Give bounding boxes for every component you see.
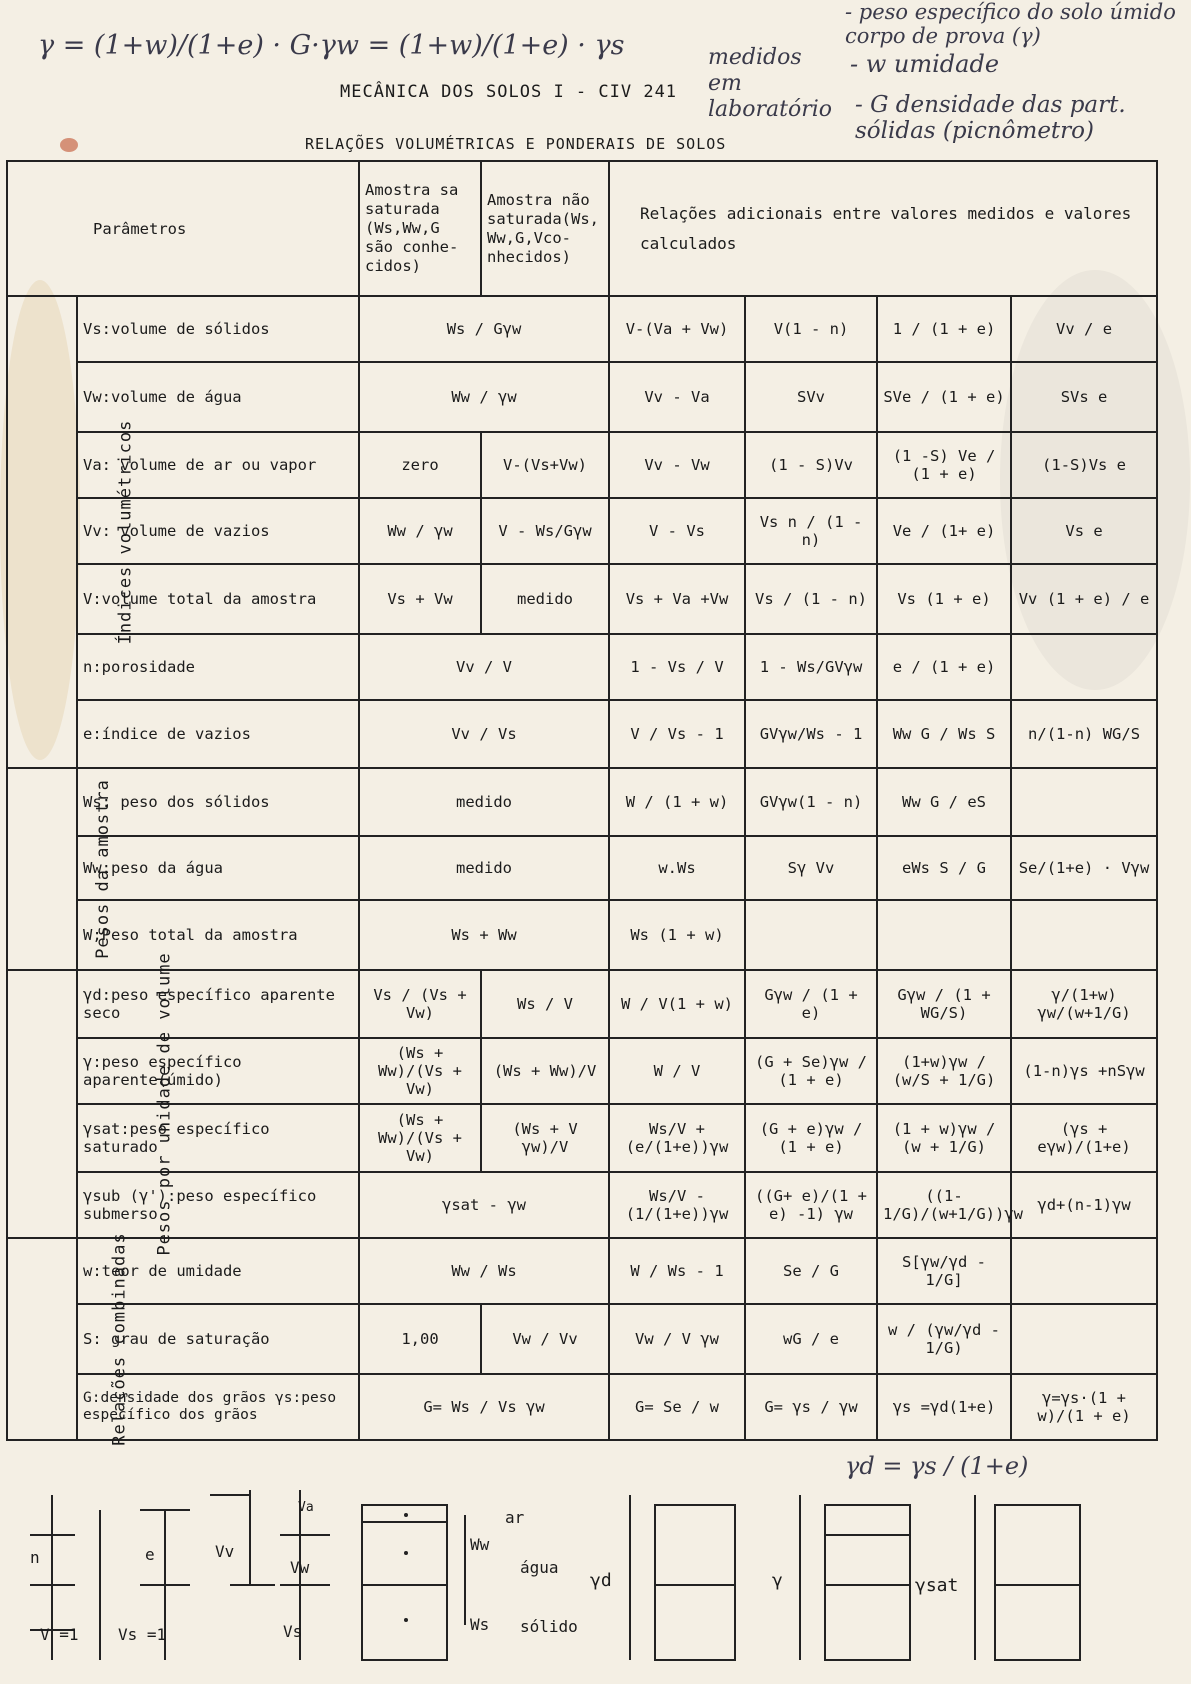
table-row (7, 1304, 1157, 1374)
diagram-label: e (145, 1545, 155, 1564)
handwritten-note: - w umidade (850, 50, 1000, 78)
relation-cell: (G + Se)γw / (1 + e) (745, 1038, 877, 1104)
param-cell: Vv: volume de vazios (77, 498, 359, 564)
relation-cell: Ww G / eS (877, 768, 1011, 836)
diagram-label: n (30, 1548, 40, 1567)
relation-cell: G= Se / w (609, 1374, 745, 1440)
diagram-label: Vs =1 (118, 1625, 167, 1644)
stain-mark (60, 138, 78, 152)
param-cell: G:densidade dos grãos γs:peso específico dos grãos (77, 1374, 359, 1440)
relation-cell: (1+w)γw / (w/S + 1/G) (877, 1038, 1011, 1104)
unsat-cell: V - Ws/Gγw (481, 498, 609, 564)
group-indices-volumetricos: Índices volumétricos (7, 296, 77, 768)
sat-cell: Ws + Ww (359, 900, 609, 970)
relation-cell: Ve / (1+ e) (877, 498, 1011, 564)
table-row (7, 836, 1157, 900)
table-header-row (7, 161, 1157, 296)
relation-cell: e / (1 + e) (877, 634, 1011, 700)
sat-cell: Ww / γw (359, 498, 481, 564)
relation-cell: SVv (745, 362, 877, 432)
relation-cell: γ=γs·(1 + w)/(1 + e) (1011, 1374, 1157, 1440)
phase-diagram-drawing (0, 1450, 1191, 1684)
group-pesos-por-unidade: Pesos por unidade de volume (7, 970, 77, 1238)
relation-cell: γs =γd(1+e) (877, 1374, 1011, 1440)
relation-cell: SVe / (1 + e) (877, 362, 1011, 432)
sat-cell: Vs / (Vs + Vw) (359, 970, 481, 1038)
sat-cell: Ww / Ws (359, 1238, 609, 1304)
sat-cell: (Ws + Ww)/(Vs + Vw) (359, 1038, 481, 1104)
diagram-label: sólido (520, 1617, 578, 1636)
group-pesos-da-amostra: Pesos da amostra (7, 768, 77, 970)
param-cell: γsub (γ'):peso específico submerso (77, 1172, 359, 1238)
sat-cell: Vs + Vw (359, 564, 481, 634)
relation-cell: 1 - Vs / V (609, 634, 745, 700)
table-row (7, 768, 1157, 836)
relation-cell: wG / e (745, 1304, 877, 1374)
relation-cell: Vs / (1 - n) (745, 564, 877, 634)
relation-cell: γ/(1+w) γw/(w+1/G) (1011, 970, 1157, 1038)
table-row (7, 900, 1157, 970)
table-row (7, 700, 1157, 768)
table-row (7, 432, 1157, 498)
param-cell: Va: volume de ar ou vapor (77, 432, 359, 498)
table-row (7, 1172, 1157, 1238)
relation-cell: Se / G (745, 1238, 877, 1304)
sat-cell: zero (359, 432, 481, 498)
table-row (7, 1374, 1157, 1440)
relation-cell: V / Vs - 1 (609, 700, 745, 768)
diagram-label: ar (505, 1508, 525, 1527)
param-cell: γsat:peso específico saturado (77, 1104, 359, 1172)
relation-cell (1011, 634, 1157, 700)
param-cell: Vw:volume de água (77, 362, 359, 432)
relation-cell: (1 + w)γw / (w + 1/G) (877, 1104, 1011, 1172)
param-cell: Ws: peso dos sólidos (77, 768, 359, 836)
relation-cell: (γs + eγw)/(1+e) (1011, 1104, 1157, 1172)
relation-cell: (G + e)γw / (1 + e) (745, 1104, 877, 1172)
relation-cell: V-(Va + Vw) (609, 296, 745, 362)
relation-cell: Ws/V - (1/(1+e))γw (609, 1172, 745, 1238)
table-row (7, 498, 1157, 564)
relation-cell: Vv - Vw (609, 432, 745, 498)
relation-cell: W / Ws - 1 (609, 1238, 745, 1304)
sat-cell: Ws / Gγw (359, 296, 609, 362)
unsat-cell: medido (481, 564, 609, 634)
param-cell: w:teor de umidade (77, 1238, 359, 1304)
relation-cell: (1 -S) Ve / (1 + e) (877, 432, 1011, 498)
header-relacoes-adicionais: Relações adicionais entre valores medidos e valores calculados (609, 161, 1157, 296)
relation-cell: S[γw/γd - 1/G] (877, 1238, 1011, 1304)
diagram-label: V =1 (40, 1625, 79, 1644)
relation-cell: V - Vs (609, 498, 745, 564)
sat-cell: medido (359, 836, 609, 900)
table-row (7, 634, 1157, 700)
header-parametros: Parâmetros (7, 161, 359, 296)
relation-cell: G= γs / γw (745, 1374, 877, 1440)
diagram-label: água (520, 1558, 559, 1577)
table-row (7, 296, 1157, 362)
unsat-cell: V-(Vs+Vw) (481, 432, 609, 498)
handwritten-note: medidos em laboratório (708, 45, 832, 122)
diagram-label: Vw (290, 1558, 310, 1577)
relation-cell: Se/(1+e) · Vγw (1011, 836, 1157, 900)
relation-cell: Ww G / Ws S (877, 700, 1011, 768)
relation-cell: V(1 - n) (745, 296, 877, 362)
relation-cell (877, 900, 1011, 970)
relation-cell: Vs n / (1 - n) (745, 498, 877, 564)
param-cell: Vs:volume de sólidos (77, 296, 359, 362)
relations-table (6, 160, 1158, 1446)
sat-cell: Ww / γw (359, 362, 609, 432)
relation-cell: GVγw/Ws - 1 (745, 700, 877, 768)
sat-cell: Vv / V (359, 634, 609, 700)
relation-cell (1011, 900, 1157, 970)
relation-cell: Sγ Vv (745, 836, 877, 900)
relation-cell (1011, 1238, 1157, 1304)
document-subtitle: RELAÇÕES VOLUMÉTRICAS E PONDERAIS DE SOLOS (305, 135, 727, 153)
relation-cell: Vw / V γw (609, 1304, 745, 1374)
header-amostra-saturada: Amostra sa saturada (Ws,Ww,G são conhe- cidos) (359, 161, 481, 296)
table-row (7, 1238, 1157, 1304)
relation-cell: (1 - S)Vv (745, 432, 877, 498)
diagram-label: Ww (470, 1535, 490, 1554)
relation-cell: w / (γw/γd - 1/G) (877, 1304, 1011, 1374)
handwritten-note: - peso específico do solo úmido corpo de prova (γ) (845, 0, 1176, 48)
relation-cell: Vs e (1011, 498, 1157, 564)
table-row (7, 362, 1157, 432)
relation-cell: (1-n)γs +nSγw (1011, 1038, 1157, 1104)
relation-cell: Gγw / (1 + WG/S) (877, 970, 1011, 1038)
group-relacoes-combinadas: Relações combinadas (7, 1238, 77, 1440)
table-row (7, 1104, 1157, 1172)
relation-cell: GVγw(1 - n) (745, 768, 877, 836)
handwritten-note: - G densidade das part. sólidas (picnômetro) (855, 92, 1126, 144)
relation-cell: n/(1-n) WG/S (1011, 700, 1157, 768)
relation-cell: γd+(n-1)γw (1011, 1172, 1157, 1238)
sat-cell: 1,00 (359, 1304, 481, 1374)
relation-cell: eWs S / G (877, 836, 1011, 900)
param-cell: n:porosidade (77, 634, 359, 700)
relation-cell: Vs (1 + e) (877, 564, 1011, 634)
unsat-cell: Vw / Vv (481, 1304, 609, 1374)
relation-cell: w.Ws (609, 836, 745, 900)
param-cell: V:volume total da amostra (77, 564, 359, 634)
param-cell: S: grau de saturação (77, 1304, 359, 1374)
relation-cell: (1-S)Vs e (1011, 432, 1157, 498)
document-title: MECÂNICA DOS SOLOS I - CIV 241 (340, 82, 678, 102)
handwritten-formula: γd = γs / (1+e) (845, 1452, 1029, 1480)
relation-cell: Ws (1 + w) (609, 900, 745, 970)
relation-cell: Ws/V + (e/(1+e))γw (609, 1104, 745, 1172)
param-cell: e:índice de vazios (77, 700, 359, 768)
table-row (7, 1038, 1157, 1104)
header-amostra-nao-saturada: Amostra não saturada(Ws, Ww,G,Vco- nhecidos) (481, 161, 609, 296)
relation-cell: ((G+ e)/(1 + e) -1) γw (745, 1172, 877, 1238)
relation-cell: Vv (1 + e) / e (1011, 564, 1157, 634)
relation-cell: W / V(1 + w) (609, 970, 745, 1038)
sat-cell: γsat - γw (359, 1172, 609, 1238)
relation-cell (1011, 768, 1157, 836)
sat-cell: medido (359, 768, 609, 836)
relation-cell: Gγw / (1 + e) (745, 970, 877, 1038)
relation-cell: W / V (609, 1038, 745, 1104)
diagram-label: Vs (283, 1622, 303, 1641)
sat-cell: G= Ws / Vs γw (359, 1374, 609, 1440)
sat-cell: Vv / Vs (359, 700, 609, 768)
relation-cell: 1 / (1 + e) (877, 296, 1011, 362)
relation-cell: ((1-1/G)/(w+1/G))γw (877, 1172, 1011, 1238)
table-row (7, 564, 1157, 634)
relation-cell: Vv - Va (609, 362, 745, 432)
param-cell: γ:peso específico aparente(úmido) (77, 1038, 359, 1104)
handwritten-formula: γ = (1+w)/(1+e) · G·γw = (1+w)/(1+e) · γs (38, 30, 625, 61)
relation-cell (745, 900, 877, 970)
diagram-label: γsat (915, 1575, 959, 1596)
unsat-cell: (Ws + Ww)/V (481, 1038, 609, 1104)
diagram-label: Ws (470, 1615, 490, 1634)
diagram-label: γd (590, 1570, 612, 1591)
unsat-cell: (Ws + V γw)/V (481, 1104, 609, 1172)
relation-cell: W / (1 + w) (609, 768, 745, 836)
diagram-label: γ (772, 1570, 783, 1591)
table-row (7, 970, 1157, 1038)
param-cell: W;Peso total da amostra (77, 900, 359, 970)
param-cell: Ww:peso da água (77, 836, 359, 900)
diagram-label: Va (298, 1500, 314, 1515)
relation-cell: 1 - Ws/GVγw (745, 634, 877, 700)
phase-diagrams (0, 1450, 1191, 1684)
relation-cell: Vv / e (1011, 296, 1157, 362)
diagram-label: Vv (215, 1542, 235, 1561)
relation-cell (1011, 1304, 1157, 1374)
param-cell: γd:peso específico aparente seco (77, 970, 359, 1038)
unsat-cell: Ws / V (481, 970, 609, 1038)
relation-cell: SVs e (1011, 362, 1157, 432)
sat-cell: (Ws + Ww)/(Vs + Vw) (359, 1104, 481, 1172)
relation-cell: Vs + Va +Vw (609, 564, 745, 634)
